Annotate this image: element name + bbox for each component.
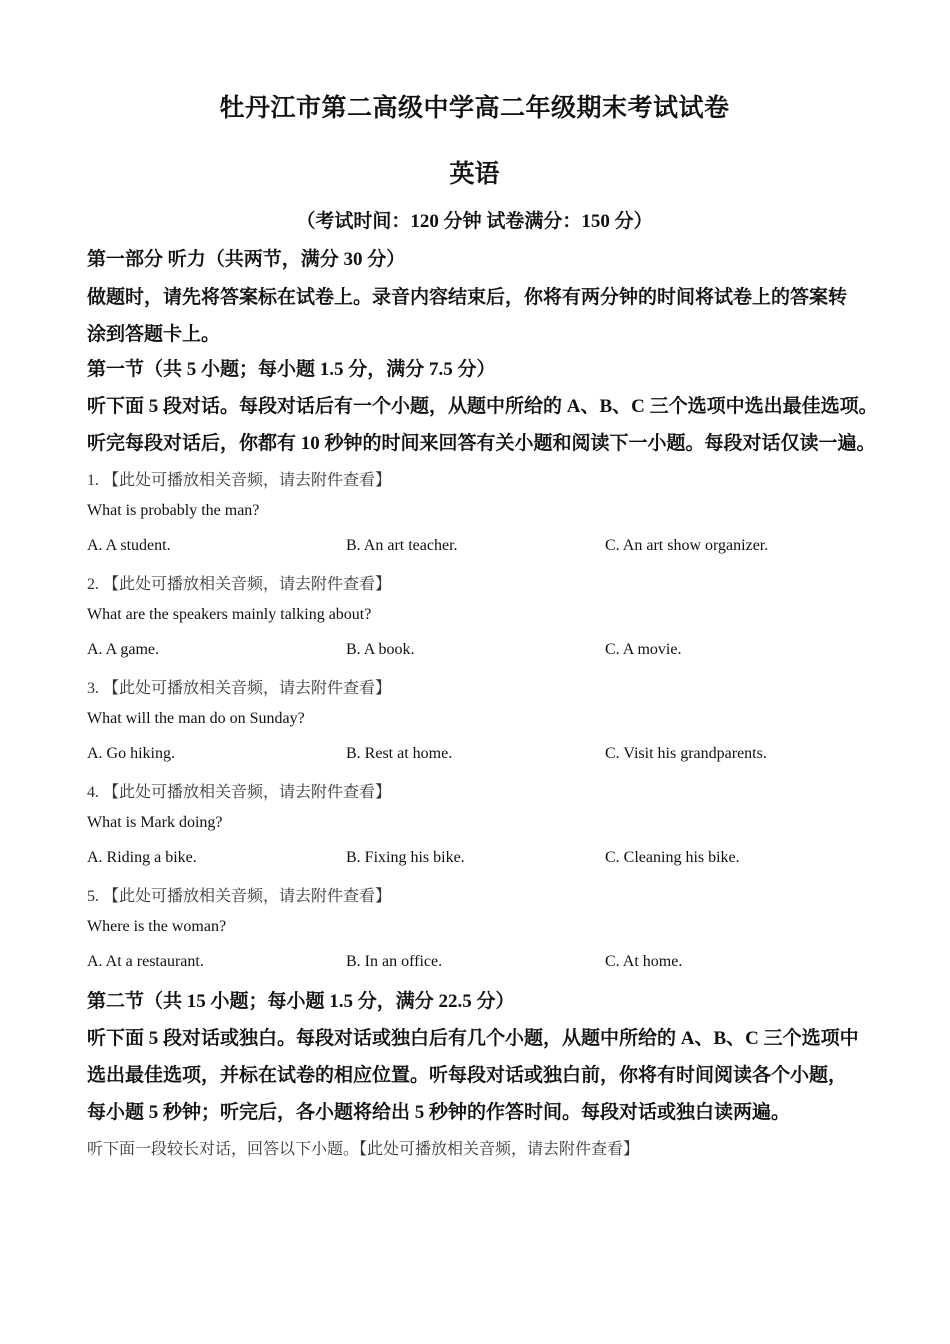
audio-placeholder[interactable]: 5. 【此处可播放相关音频，请去附件查看】 [87,888,392,905]
audio-placeholder[interactable]: 4. 【此处可播放相关音频，请去附件查看】 [87,784,392,801]
option-c: C. A movie. [605,641,682,658]
audio-placeholder[interactable]: 3. 【此处可播放相关音频，请去附件查看】 [87,680,392,697]
option-c: C. Visit his grandparents. [605,745,767,762]
section1-instruction-line: 听下面 5 段对话。每段对话后有一个小题，从题中所给的 A、B、C 三个选项中选出最佳选项。 [87,396,878,417]
option-b: B. A book. [346,641,415,658]
option-c: C. An art show organizer. [605,537,769,554]
question-text: What is probably the man? [87,502,260,519]
part1-instruction-line: 做题时，请先将答案标在试卷上。录音内容结束后，你将有两分钟的时间将试卷上的答案转 [87,287,848,308]
option-a: A. Riding a bike. [87,849,197,866]
section2-instruction-line: 选出最佳选项，并标在试卷的相应位置。听每段对话或独白前，你将有时间阅读各个小题， [87,1065,848,1086]
subject-title: 英语 [449,161,500,188]
question-text: Where is the woman? [87,918,227,935]
option-a: A. A student. [87,537,171,554]
audio-placeholder[interactable]: 2. 【此处可播放相关音频，请去附件查看】 [87,576,392,593]
option-a: A. Go hiking. [87,745,175,762]
section2-instruction-line: 听下面 5 段对话或独白。每段对话或独白后有几个小题，从题中所给的 A、B、C 三个选项中 [87,1028,859,1049]
exam-info: （考试时间：120 分钟 试卷满分：150 分） [296,211,653,232]
part1-instruction-line: 涂到答题卡上。 [87,324,221,345]
option-b: B. An art teacher. [346,537,458,554]
section1-heading: 第一节（共 5 小题；每小题 1.5 分，满分 7.5 分） [87,359,496,380]
section1-instruction-line: 听完每段对话后，你都有 10 秒钟的时间来回答有关小题和阅读下一小题。每段对话仅读一遍。 [87,433,876,454]
exam-title: 牡丹江市第二高级中学高二年级期末考试试卷 [219,95,730,122]
section2-heading: 第二节（共 15 小题；每小题 1.5 分，满分 22.5 分） [87,991,515,1012]
section2-instruction-line: 每小题 5 秒钟；听完后，各小题将给出 5 秒钟的作答时间。每段对话或独白读两遍。 [87,1102,791,1123]
option-c: C. At home. [605,953,683,970]
option-c: C. Cleaning his bike. [605,849,740,866]
part1-heading: 第一部分 听力（共两节，满分 30 分） [87,249,406,270]
option-b: B. Rest at home. [346,745,453,762]
option-b: B. Fixing his bike. [346,849,465,866]
audio-placeholder[interactable]: 1. 【此处可播放相关音频，请去附件查看】 [87,472,392,489]
question-text: What will the man do on Sunday? [87,710,305,727]
section2-lead-audio[interactable]: 听下面一段较长对话，回答以下小题。【此处可播放相关音频，请去附件查看】 [87,1141,640,1158]
question-text: What are the speakers mainly talking about? [87,606,372,623]
question-text: What is Mark doing? [87,814,223,831]
option-a: A. A game. [87,641,159,658]
option-b: B. In an office. [346,953,443,970]
option-a: A. At a restaurant. [87,953,204,970]
